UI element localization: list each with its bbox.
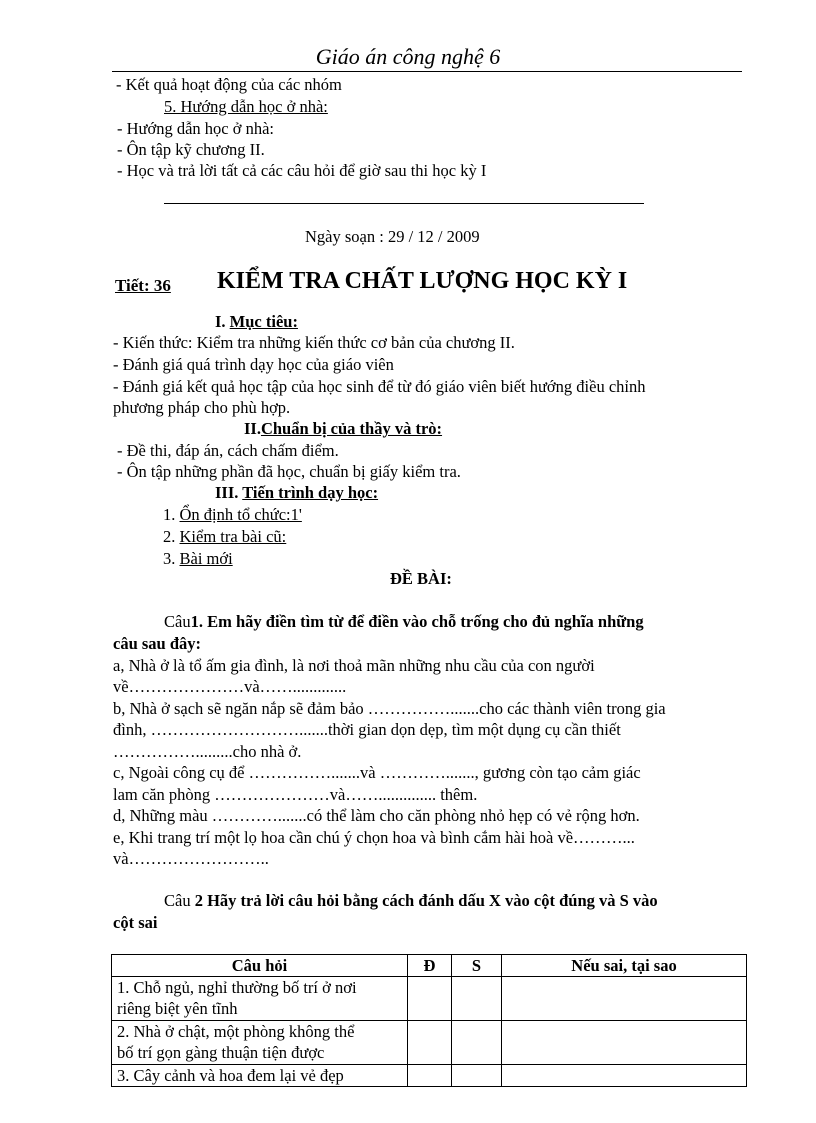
- q1-title: [164, 613, 644, 632]
- header-rule: [112, 71, 742, 72]
- true-cell[interactable]: [408, 977, 452, 1021]
- reason-cell[interactable]: [502, 977, 747, 1021]
- question-line: 1. Chỗ ngủ, nghỉ thường bố trí ở nơi: [117, 978, 357, 997]
- process-step: [163, 550, 233, 569]
- process-step-text: Kiểm tra bài cũ:: [179, 527, 287, 546]
- homework-item: - Học và trả lời tất cả các câu hỏi để giờ sau thi học kỳ I: [117, 161, 487, 180]
- objective-item: - Đánh giá kết quả học tập của học sinh để từ đó giáo viên biết hướng điều chỉnh: [113, 377, 646, 396]
- separator-rule: [164, 203, 644, 204]
- objectives-heading-num: I.: [215, 312, 226, 331]
- reason-cell[interactable]: [502, 1021, 747, 1065]
- section5-heading: 5. Hướng dẫn học ở nhà:: [164, 97, 328, 116]
- q1-title-text: 1. Em hãy điền tìm từ để điền vào chỗ trống cho đủ nghĩa những: [190, 612, 644, 631]
- homework-item: - Ôn tập kỹ chương II.: [117, 140, 265, 159]
- exam-heading: ĐỀ BÀI:: [390, 569, 452, 588]
- q1-title-cont: câu sau đây:: [113, 634, 202, 653]
- preparation-heading: [244, 420, 442, 439]
- objectives-heading: [215, 313, 298, 332]
- table-row: [112, 1065, 747, 1087]
- col-header-question: Câu hỏi: [112, 955, 408, 977]
- true-cell[interactable]: [408, 1021, 452, 1065]
- q2-prefix: Câu: [164, 891, 191, 910]
- process-heading-num: III.: [215, 483, 239, 502]
- previous-result-line: - Kết quả hoạt động của các nhóm: [116, 75, 342, 94]
- true-cell[interactable]: [408, 1065, 452, 1087]
- answer-table: [111, 954, 747, 1087]
- process-step: [163, 506, 302, 525]
- page-header-title: Giáo án công nghệ 6: [315, 44, 501, 69]
- q1-line: và……………………..: [113, 849, 269, 868]
- q2-title-cont: cột sai: [113, 913, 158, 932]
- q2-title-text: 2 Hãy trả lời câu hỏi bằng cách đánh dấu X vào cột đúng và S vào: [194, 891, 658, 910]
- homework-item: - Hướng dẫn học ở nhà:: [117, 119, 274, 138]
- q1-line: a, Nhà ở là tổ ấm gia đình, là nơi thoả mãn những nhu cầu của con người: [113, 656, 595, 675]
- q1-line: b, Nhà ở sạch sẽ ngăn nắp sẽ đảm bảo …………….......cho các thành viên trong gia: [113, 699, 666, 718]
- question-cell: [112, 1065, 408, 1087]
- process-step: [163, 528, 286, 547]
- question-line: 2. Nhà ở chật, một phòng không thể: [117, 1022, 355, 1041]
- false-cell[interactable]: [452, 977, 502, 1021]
- objective-item: phương pháp cho phù hợp.: [113, 398, 291, 417]
- q1-line: …………….........cho nhà ở.: [113, 742, 302, 761]
- objective-item: - Đánh giá quá trình dạy học của giáo viên: [113, 355, 394, 374]
- col-header-false: S: [452, 955, 502, 977]
- objective-item: - Kiến thức: Kiểm tra những kiến thức cơ bản của chương II.: [113, 333, 515, 352]
- q1-line: đình, ……………………….......thời gian dọn dẹp, tìm một dụng cụ cần thiết: [113, 720, 621, 739]
- table-header-row: [112, 955, 747, 977]
- process-step-text: Ổn định tổ chức:1': [179, 505, 302, 524]
- q1-line: c, Ngoài công cụ để …………….......và …………......., gương còn tạo cảm giác: [113, 763, 641, 782]
- objectives-heading-text: Mục tiêu:: [229, 312, 298, 331]
- q1-prefix: Câu: [164, 612, 191, 631]
- preparation-item: - Ôn tập những phần đã học, chuẩn bị giấy kiểm tra.: [117, 462, 461, 481]
- date-line: Ngày soạn : 29 / 12 / 2009: [305, 227, 480, 246]
- q1-line: d, Những màu ………….......có thể làm cho căn phòng nhỏ hẹp có vẻ rộng hơn.: [113, 806, 640, 825]
- question-cell: [112, 1021, 408, 1065]
- table-row: [112, 977, 747, 1021]
- process-step-num: 2.: [163, 527, 176, 546]
- q2-title: [164, 892, 658, 911]
- q1-line: e, Khi trang trí một lọ hoa cần chú ý chọn hoa và bình cắm hài hoà về………...: [113, 828, 635, 847]
- reason-cell[interactable]: [502, 1065, 747, 1087]
- table-row: [112, 1021, 747, 1065]
- preparation-heading-num: II.: [244, 419, 261, 438]
- process-heading-text: Tiến trình dạy học:: [242, 483, 379, 502]
- q1-line: lam căn phòng …………………và…….............. thêm.: [113, 785, 478, 804]
- question-line: riêng biệt yên tĩnh: [117, 999, 238, 1018]
- lesson-label: Tiết: 36: [115, 276, 171, 295]
- question-cell: [112, 977, 408, 1021]
- process-heading: [215, 484, 378, 503]
- false-cell[interactable]: [452, 1065, 502, 1087]
- process-step-text: Bài mới: [179, 549, 233, 568]
- lesson-title: KIỂM TRA CHẤT LƯỢNG HỌC KỲ I: [217, 268, 628, 294]
- process-step-num: 3.: [163, 549, 176, 568]
- process-step-num: 1.: [163, 505, 176, 524]
- q1-line: về…………………và…….............: [113, 677, 347, 696]
- question-line: 3. Cây cảnh và hoa đem lại vẻ đẹp: [117, 1066, 344, 1085]
- question-line: bố trí gọn gàng thuận tiện được: [117, 1043, 325, 1062]
- preparation-item: - Đề thi, đáp án, cách chấm điểm.: [117, 441, 339, 460]
- col-header-true: Đ: [408, 955, 452, 977]
- preparation-heading-text: Chuẩn bị của thầy và trò:: [260, 419, 443, 438]
- col-header-reason: Nếu sai, tại sao: [502, 955, 747, 977]
- false-cell[interactable]: [452, 1021, 502, 1065]
